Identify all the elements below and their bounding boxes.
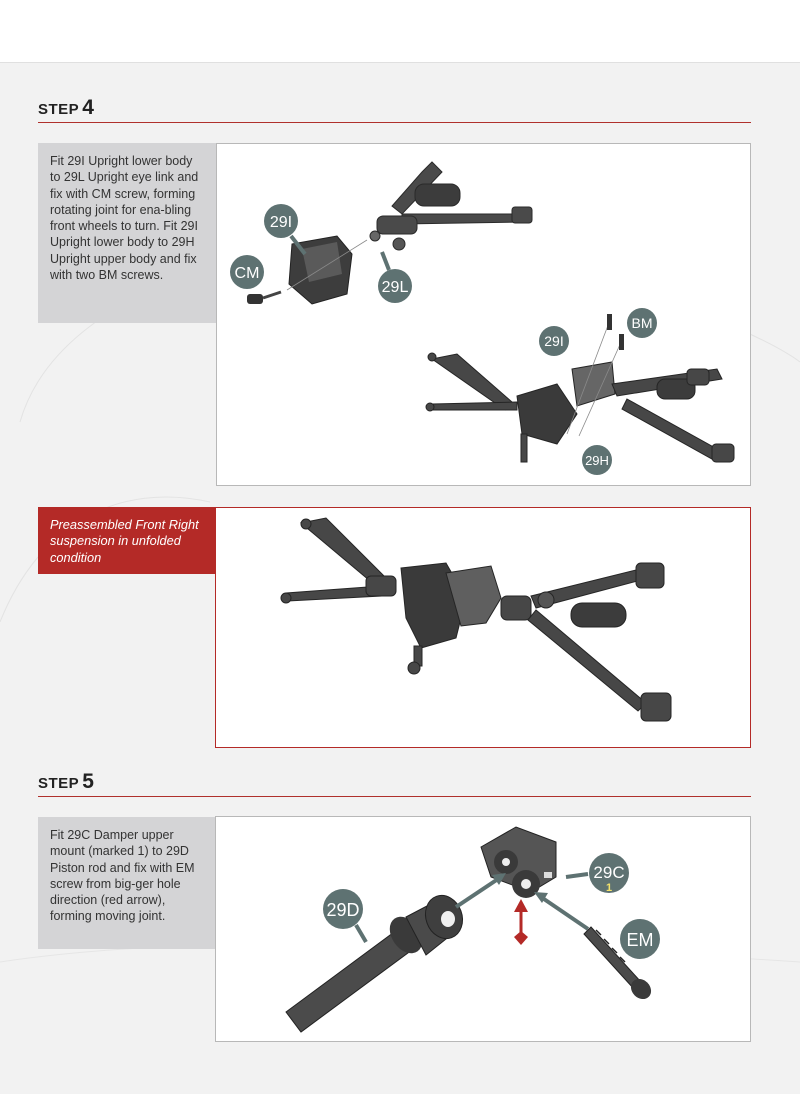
cm-screw-part xyxy=(247,292,281,304)
callout-29I-lower-text: 29I xyxy=(544,333,564,349)
step-5-number: 5 xyxy=(82,770,94,793)
preassembled-note: Preassembled Front Right suspension in unfolded condition xyxy=(50,517,199,565)
callout-EM xyxy=(620,919,660,959)
step-5-illustration xyxy=(215,816,751,1042)
arrow-screw-to-mount xyxy=(541,897,588,929)
damper-upper-mount-part xyxy=(481,827,556,898)
step-5-word: STEP xyxy=(38,775,80,792)
callout-29I-upper xyxy=(264,204,305,254)
upright-eye-link-part xyxy=(370,162,532,250)
callout-CM xyxy=(230,255,264,289)
callout-EM-text: EM xyxy=(626,930,654,950)
step-5-instruction: Fit 29C Damper upper mount (marked 1) to 29D Piston rod and fix with EM screw from big-ger hole direction (red arrow), forming moving joint. xyxy=(50,828,195,924)
callout-29I-lower xyxy=(539,326,569,356)
callout-29L xyxy=(378,252,412,303)
red-arrow-icon-head xyxy=(514,899,528,912)
callout-29D xyxy=(323,889,366,942)
callout-29C xyxy=(566,853,629,894)
step-4-illustration xyxy=(216,143,751,486)
callout-29H-text: 29H xyxy=(585,453,609,468)
callout-29H xyxy=(582,445,612,475)
callout-BM-text: BM xyxy=(631,315,653,331)
step-5-header xyxy=(38,770,751,797)
step-4-word: STEP xyxy=(38,101,80,118)
step-5-instruction-box xyxy=(38,817,216,949)
step-4-number: 4 xyxy=(82,96,94,119)
red-arrow-icon-tail xyxy=(514,931,528,945)
callout-29D-text: 29D xyxy=(326,900,360,920)
top-bar xyxy=(0,0,800,63)
mark-1-text: 1 xyxy=(605,882,613,894)
preassembled-illustration xyxy=(215,507,751,748)
piston-rod-part xyxy=(286,890,468,1032)
front-right-suspension-assembly xyxy=(281,518,671,721)
upright-assembly-part xyxy=(426,353,734,462)
callout-CM-text: CM xyxy=(234,265,260,282)
preassembled-note-box xyxy=(38,507,216,574)
step-4-instruction: Fit 29I Upright lower body to 29L Upright eye link and fix with CM screw, forming rotating joint for ena-bling front wheels to turn. Fit 29I Upright lower body to 29H Upright upper body and fix with two BM screws. xyxy=(50,154,199,283)
arrow-rod-to-mount xyxy=(456,879,498,907)
step-4-header xyxy=(38,96,751,123)
callout-BM xyxy=(627,308,657,338)
callout-29I-upper-text: 29I xyxy=(269,214,293,231)
callout-29C-text: 29C xyxy=(593,863,625,882)
step-4-instruction-box xyxy=(38,143,216,323)
callout-29L-text: 29L xyxy=(381,279,409,296)
